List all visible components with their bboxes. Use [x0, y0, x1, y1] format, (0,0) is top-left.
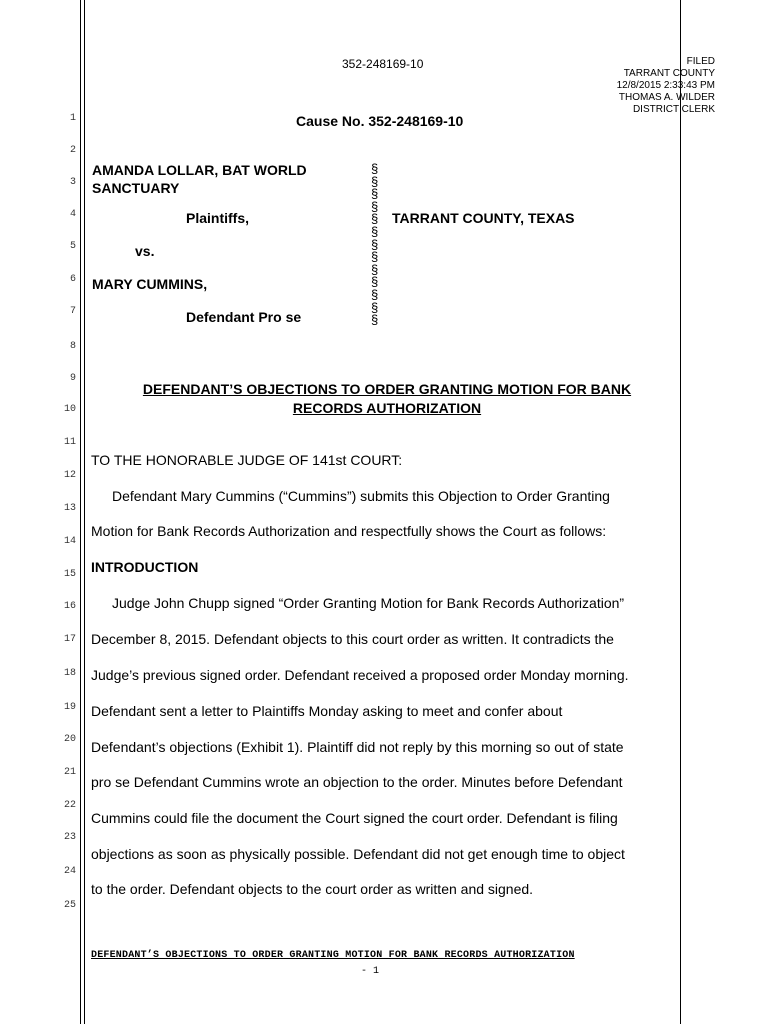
section-symbol: §: [371, 236, 379, 252]
line-number: 13: [63, 503, 76, 514]
paragraph-line: Judge John Chupp signed “Order Granting Motion for Bank Records Authorization”: [112, 595, 625, 611]
line-number: 18: [63, 668, 76, 679]
section-symbol: §: [371, 286, 379, 302]
line-number: 23: [63, 832, 76, 843]
left-margin-rule-inner: [84, 0, 85, 1024]
line-number: 19: [63, 702, 76, 713]
plaintiff-name-line1: AMANDA LOLLAR, BAT WORLD: [92, 162, 307, 178]
plaintiffs-label: Plaintiffs,: [186, 210, 250, 226]
filed-stamp-line: TARRANT COUNTY: [623, 68, 715, 79]
document-title-line1: DEFENDANT’S OBJECTIONS TO ORDER GRANTING MOTION FOR BANK: [142, 381, 632, 397]
page-number: - 1: [360, 966, 379, 977]
section-symbol-column: [371, 163, 378, 327]
header-case-number: 352-248169-10: [342, 57, 424, 71]
filed-stamp-line: THOMAS A. WILDER: [618, 92, 715, 103]
section-symbol: §: [371, 198, 379, 214]
line-number: 7: [69, 306, 76, 317]
line-number: 2: [69, 145, 76, 156]
document-title-line2: RECORDS AUTHORIZATION: [292, 400, 482, 416]
line-number: 17: [63, 634, 76, 645]
defendant-name: MARY CUMMINS,: [92, 276, 208, 292]
line-number: 22: [63, 800, 76, 811]
document-title: [92, 380, 682, 418]
line-number: 9: [69, 373, 76, 384]
section-symbol: §: [371, 223, 379, 239]
filed-stamp-line: DISTRICT CLERK: [632, 104, 715, 115]
section-heading: INTRODUCTION: [91, 559, 199, 575]
paragraph-line: objections as soon as physically possible. Defendant did not get enough time to object: [91, 846, 625, 862]
right-margin-rule: [680, 0, 681, 1024]
paragraph-line: December 8, 2015. Defendant objects to this court order as written. It contradicts the: [91, 631, 614, 647]
line-number: 12: [63, 470, 76, 481]
paragraph-line: Defendant’s objections (Exhibit 1). Plaintiff did not reply by this morning so out of state: [91, 739, 624, 755]
section-symbol: §: [371, 299, 379, 315]
paragraph-line: pro se Defendant Cummins wrote an objection to the order. Minutes before Defendant: [91, 774, 623, 790]
line-number: 1: [69, 113, 76, 124]
paragraph-line: Defendant sent a letter to Plaintiffs Monday asking to meet and confer about: [91, 703, 563, 719]
left-margin-rule-outer: [80, 0, 81, 1024]
paragraph-line: Judge’s previous signed order. Defendant received a proposed order Monday morning.: [91, 667, 629, 683]
intro-line: Defendant Mary Cummins (“Cummins”) submits this Objection to Order Granting: [112, 488, 610, 504]
plaintiff-name-line2: SANCTUARY: [92, 180, 180, 196]
line-number: 6: [69, 274, 76, 285]
line-number: 10: [63, 404, 76, 415]
line-number: 15: [63, 569, 76, 580]
versus-label: vs.: [135, 243, 155, 259]
paragraph-line: Cummins could file the document the Court signed the court order. Defendant is filing: [91, 810, 618, 826]
line-number: 21: [63, 767, 76, 778]
cause-number: Cause No. 352-248169-10: [296, 113, 464, 129]
section-symbol: §: [371, 261, 379, 277]
filed-stamp: [617, 56, 715, 116]
line-number: 5: [69, 241, 76, 252]
section-symbol: §: [371, 211, 379, 227]
intro-line: Motion for Bank Records Authorization and respectfully shows the Court as follows:: [91, 523, 607, 539]
line-number: 14: [63, 536, 76, 547]
filed-stamp-line: FILED: [686, 56, 715, 67]
section-symbol: §: [371, 249, 379, 265]
defendant-label: Defendant Pro se: [186, 309, 302, 325]
section-symbol: §: [371, 186, 379, 202]
line-number: 4: [69, 209, 76, 220]
salutation: TO THE HONORABLE JUDGE OF 141st COURT:: [91, 452, 403, 468]
line-number: 8: [69, 341, 76, 352]
line-number: 24: [63, 866, 76, 877]
section-symbol: §: [371, 161, 379, 176]
line-number: 25: [63, 900, 76, 911]
line-number: 20: [63, 734, 76, 745]
section-symbol: §: [371, 173, 379, 189]
filed-stamp-line: 12/8/2015 2:33:43 PM: [616, 80, 715, 91]
paragraph-line: to the order. Defendant objects to the court order as written and signed.: [91, 881, 534, 897]
line-number: 3: [69, 177, 76, 188]
section-symbol: §: [371, 274, 379, 290]
line-number: 11: [63, 437, 76, 448]
court-name: TARRANT COUNTY, TEXAS: [392, 210, 575, 226]
line-number: 16: [63, 601, 76, 612]
section-symbol: §: [371, 312, 379, 328]
footer-title: DEFENDANT’S OBJECTIONS TO ORDER GRANTING MOTION FOR BANK RECORDS AUTHORIZATION: [91, 950, 575, 961]
